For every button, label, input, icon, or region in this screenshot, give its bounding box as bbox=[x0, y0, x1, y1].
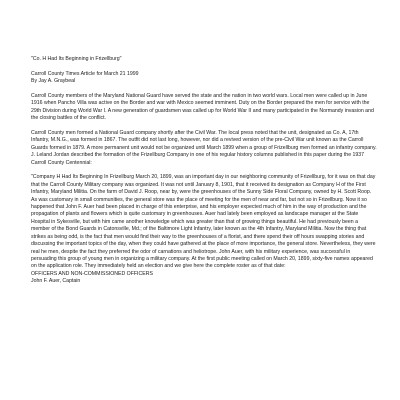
article-title: "Co. H Had Its Beginning in Frizellburg" bbox=[31, 56, 122, 62]
paragraph-2: Carroll County men formed a National Guard company shortly after the Civil War. The local press noted that the unit, designated as Co. A, 17th Infantry, M.N.G., was formed in 1867. The outfit did not last long, however, nor did a revived version of the pre-Civil War unit known as the Carroll Guards formed in 1879. A more permanent unit would not be organized until March 1899 when a group of Frizellburg men formed an infantry company. J. Leland Jordan described the formation of the Frizellburg Company in one of his regular history columns published in this paper during the 1937 Carroll County Centennial: bbox=[31, 130, 377, 166]
article-source-block bbox=[31, 71, 377, 86]
document-page bbox=[31, 56, 377, 286]
paragraph-3: "Company H Had Its Beginning In Frizellburg March 20, 1899, was an important day in our neighboring community of Frizellburg, for it was on that day that the Carroll County Military company was organized. It was not until January 8, 1901, that it received its designation as Company H of the First Infantry, Maryland Militia. On the farm of David J. Roop, near by, were the greenhouses of the Sunny Side Floral Company, owned by H. Scott Roop. As was customary in small communities, the general store was the place of meeting for the men of near and far, but not so in Frizellburg. Now it so happened that John F. Auer had been placed in charge of this enterprise, and his employer expected much of him in the way of production and the propagation of plants and flowers which is quite customary in greenhouses. Auer had lately been employed as landscape manager at the State Hospital in Sykesville, but with him came another knowledge which was greater than that of growing things beautiful. He had previously been a member of the Bond Guards in Catonsville, Md.; of the Baltimore Light Infantry, later known as the 4th Infantry, Maryland Militia. Now the thing that strikes as being odd, is the fact that men would find their way to the greenhouses of a florist, and there spend their off hours swapping stories and discussing the important topics of the day, when they could have gathered at the place of more importance, the general store. Nevertheless, they were real he men, despite the fact they preferred the odor of carnations and heliotrope. John Auer, with his military experience, was successful in persuading this group of young men in organizing a military company. At the first public meeting called on March 20, 1899, sixty-five names appeared on the application role. They immediately held an election and we give here the complete roster as of that date: bbox=[31, 174, 376, 270]
article-title-block bbox=[31, 56, 377, 63]
article-source: Carroll County Times Article for March 21 1999 bbox=[31, 70, 139, 77]
article-byline: By Jay A. Graybeal bbox=[31, 78, 76, 85]
roster-entry: John F. Auer, Captain bbox=[31, 278, 81, 285]
paragraph-1: Carroll County members of the Maryland National Guard have served the state and the nation in two world wars. Local men were called up in June 1916 when Pancho Villa was active on the Border and war with Mexico seemed imminent. Duty on the Border prepared the men for service with the 29th Division during World War I. A new generation of guardsmen was called up for World War II and many participated in the Normandy invasion and the closing battles of the conflict. bbox=[31, 93, 374, 122]
roster-heading: OFFICERS AND NON-COMMISSIONED OFFICERS bbox=[31, 270, 153, 277]
